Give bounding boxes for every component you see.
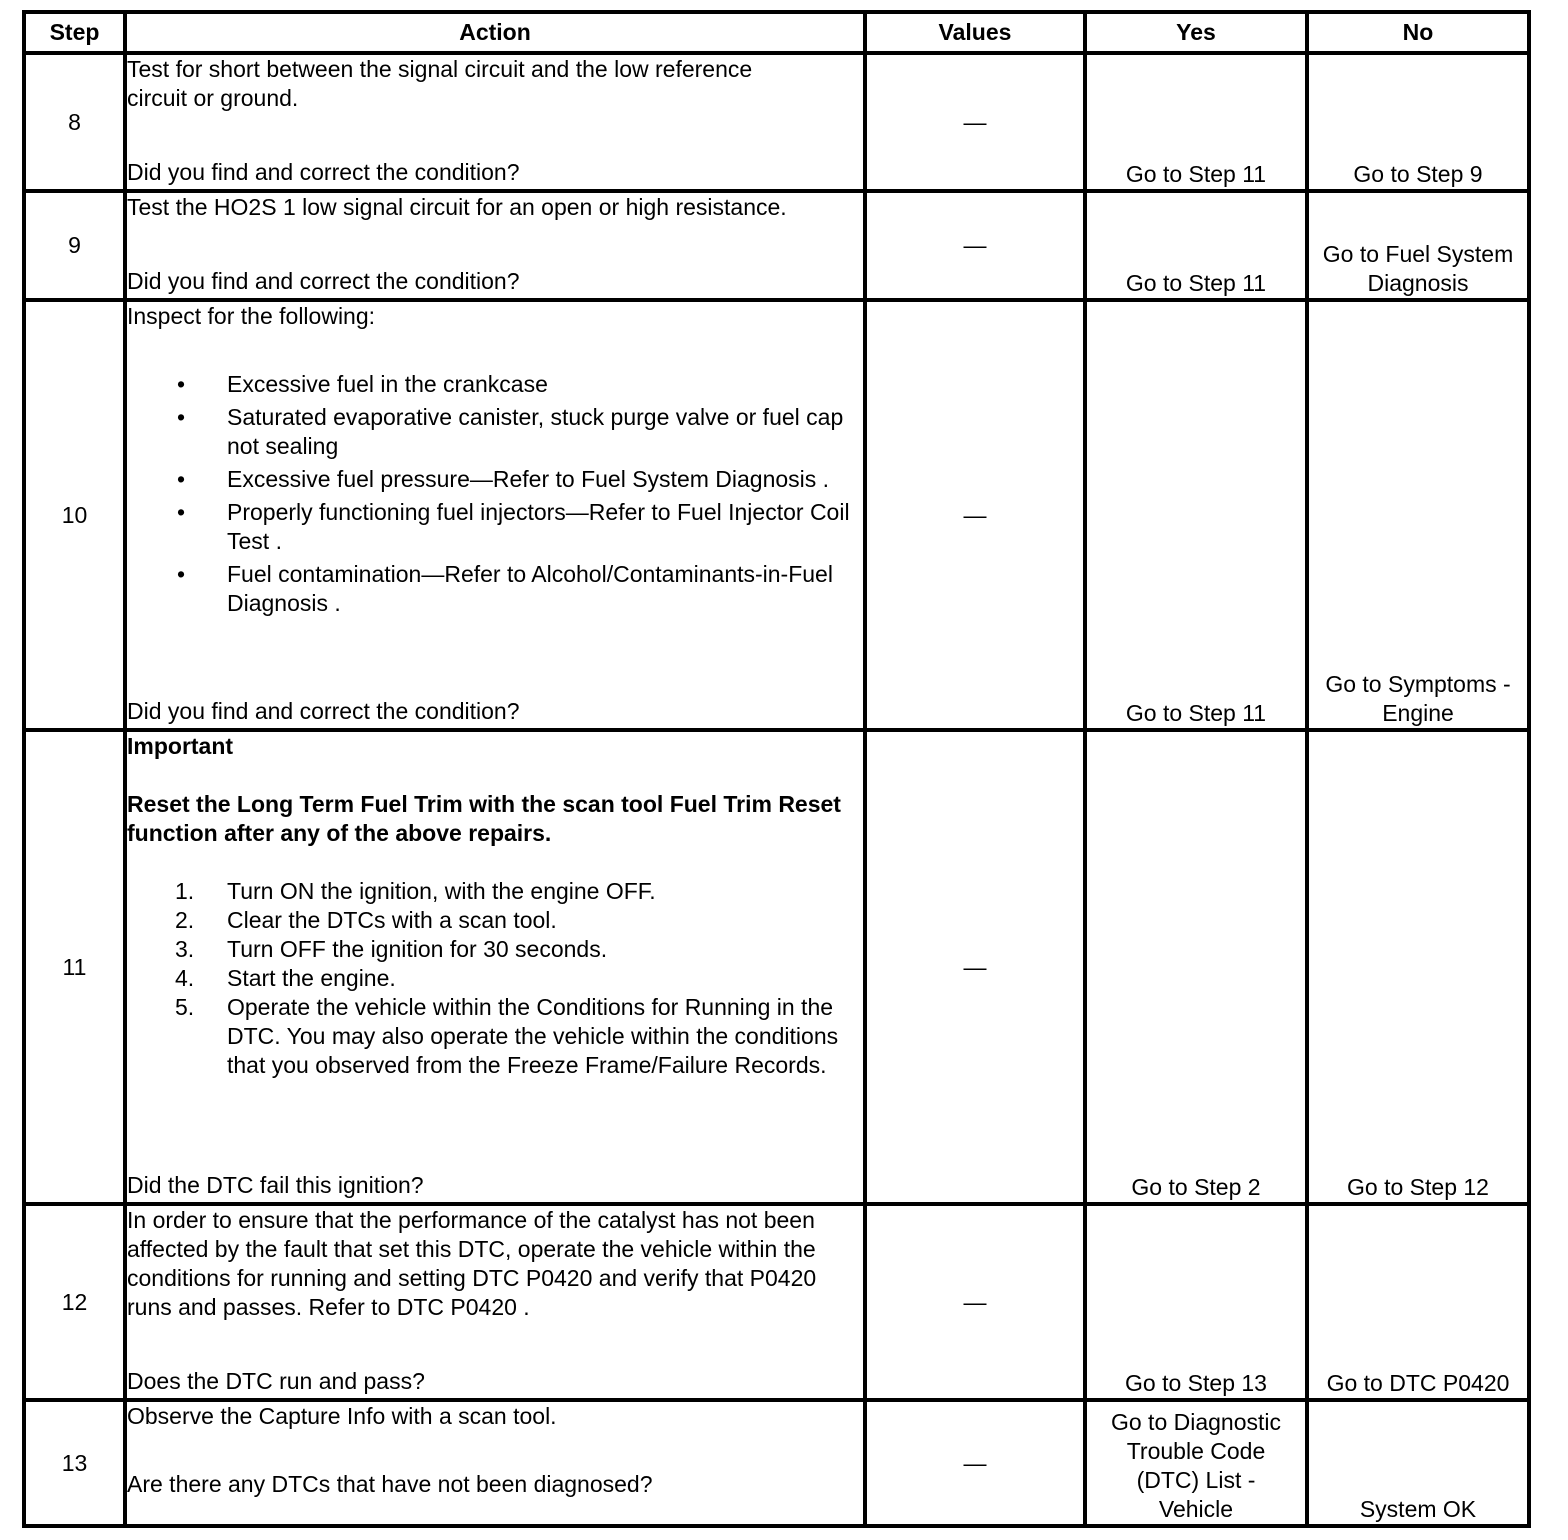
bullet-icon: •	[177, 561, 186, 587]
yes-link[interactable]: Go to Step 11	[1085, 300, 1307, 730]
header-yes: Yes	[1085, 12, 1307, 53]
table-row-step-13	[24, 1400, 1529, 1526]
list-item: • Excessive fuel pressure—Refer to Fuel System Diagnosis .	[177, 466, 830, 492]
yes-link-line: Go to Diagnostic	[1110, 1409, 1282, 1435]
no-link[interactable]: Go to DTC P0420	[1307, 1204, 1529, 1400]
diagnostic-table	[22, 10, 1531, 1528]
list-item: 4. Start the engine.	[175, 965, 396, 991]
action-cell	[125, 300, 865, 730]
procedure-list	[127, 877, 863, 1080]
yes-link-line: (DTC) List -	[1136, 1467, 1256, 1493]
no-link[interactable]: System OK	[1307, 1400, 1529, 1526]
values-dash: —	[963, 232, 987, 258]
values-cell	[865, 730, 1085, 1204]
list-item: 1. Turn ON the ignition, with the engine OFF.	[175, 878, 656, 904]
list-item: 5. Operate the vehicle within the Conditions for Running in the DTC. You may also operate the vehicle within the conditions that you observed from the Freeze Frame/Failure Records.	[175, 994, 839, 1078]
yes-link-line: Vehicle	[1158, 1496, 1234, 1522]
bullet-icon: •	[177, 371, 186, 397]
step-marker: 4.	[175, 965, 195, 991]
values-cell	[865, 53, 1085, 191]
no-link[interactable]	[1307, 300, 1529, 730]
action-cell	[125, 53, 865, 191]
yes-link[interactable]: Go to Step 2	[1085, 730, 1307, 1204]
values-cell	[865, 191, 1085, 300]
header-step: Step	[24, 12, 125, 53]
action-cell	[125, 730, 865, 1204]
action-question: Are there any DTCs that have not been diagnosed?	[127, 1471, 653, 1497]
bullet-icon: •	[177, 499, 186, 525]
action-text: circuit or ground.	[127, 85, 299, 111]
values-dash: —	[963, 108, 987, 135]
no-link-line: Diagnosis	[1367, 270, 1469, 296]
values-dash: —	[963, 501, 987, 528]
action-question: Does the DTC run and pass?	[127, 1368, 425, 1394]
list-item: • Properly functioning fuel injectors—Refer to Fuel Injector Coil Test .	[177, 499, 850, 554]
no-link-line: Go to Symptoms -	[1325, 671, 1511, 697]
action-text: In order to ensure that the performance of the catalyst has not been affected by the fault that set this DTC, operate the vehicle within the conditions for running and setting DTC P0420 and verify that P0420 runs and passes. Refer to DTC P0420 .	[127, 1207, 817, 1320]
list-item: 2. Clear the DTCs with a scan tool.	[175, 907, 557, 933]
no-link-line: Go to Fuel System	[1322, 241, 1514, 267]
action-question: Did the DTC fail this ignition?	[127, 1172, 424, 1198]
step-number: 11	[24, 730, 125, 1204]
action-text: Observe the Capture Info with a scan tool.	[127, 1403, 557, 1429]
yes-link[interactable]	[1085, 1400, 1307, 1526]
list-item: • Fuel contamination—Refer to Alcohol/Contaminants-in-Fuel Diagnosis .	[177, 561, 833, 616]
table-row-step-9	[24, 191, 1529, 300]
yes-link[interactable]: Go to Step 13	[1085, 1204, 1307, 1400]
action-text: Test the HO2S 1 low signal circuit for an open or high resistance.	[127, 194, 787, 220]
action-text: Test for short between the signal circuit and the low reference	[127, 56, 753, 82]
list-item: • Saturated evaporative canister, stuck purge valve or fuel cap not sealing	[177, 404, 844, 459]
yes-link[interactable]: Go to Step 11	[1085, 191, 1307, 300]
header-no: No	[1307, 12, 1529, 53]
values-dash: —	[963, 1288, 987, 1315]
step-number: 8	[24, 53, 125, 191]
action-cell	[125, 1400, 865, 1526]
inspection-list	[127, 370, 863, 618]
important-label: Important	[127, 733, 234, 759]
important-text: Reset the Long Term Fuel Trim with the scan tool Fuel Trim Reset function after any of the above repairs.	[127, 791, 841, 846]
table-row-step-10	[24, 300, 1529, 730]
step-number: 9	[24, 191, 125, 300]
step-number: 13	[24, 1400, 125, 1526]
step-marker: 3.	[175, 936, 195, 962]
header-action: Action	[125, 12, 865, 53]
values-cell	[865, 1204, 1085, 1400]
header-values: Values	[865, 12, 1085, 53]
values-cell	[865, 1400, 1085, 1526]
step-marker: 5.	[175, 994, 195, 1020]
action-intro: Inspect for the following:	[127, 303, 376, 329]
bullet-icon: •	[177, 466, 186, 492]
table-row-step-11	[24, 730, 1529, 1204]
action-question: Did you find and correct the condition?	[127, 698, 520, 724]
bullet-icon: •	[177, 404, 186, 430]
no-link[interactable]	[1307, 191, 1529, 300]
no-link[interactable]: Go to Step 12	[1307, 730, 1529, 1204]
step-marker: 1.	[175, 878, 195, 904]
action-cell	[125, 1204, 865, 1400]
yes-link-line: Trouble Code	[1126, 1438, 1266, 1464]
list-item: 3. Turn OFF the ignition for 30 seconds.	[175, 936, 608, 962]
no-link-line: Engine	[1382, 700, 1454, 726]
action-cell	[125, 191, 865, 300]
values-dash: —	[963, 953, 987, 980]
values-cell	[865, 300, 1085, 730]
action-question: Did you find and correct the condition?	[127, 268, 520, 294]
table-row-step-12	[24, 1204, 1529, 1400]
table-row-step-8	[24, 53, 1529, 191]
no-link[interactable]: Go to Step 9	[1307, 53, 1529, 191]
list-item: • Excessive fuel in the crankcase	[177, 371, 548, 397]
action-question: Did you find and correct the condition?	[127, 159, 520, 185]
values-dash: —	[963, 1449, 987, 1476]
step-number: 10	[24, 300, 125, 730]
step-marker: 2.	[175, 907, 195, 933]
step-number: 12	[24, 1204, 125, 1400]
yes-link[interactable]: Go to Step 11	[1085, 53, 1307, 191]
header-row	[24, 12, 1529, 53]
